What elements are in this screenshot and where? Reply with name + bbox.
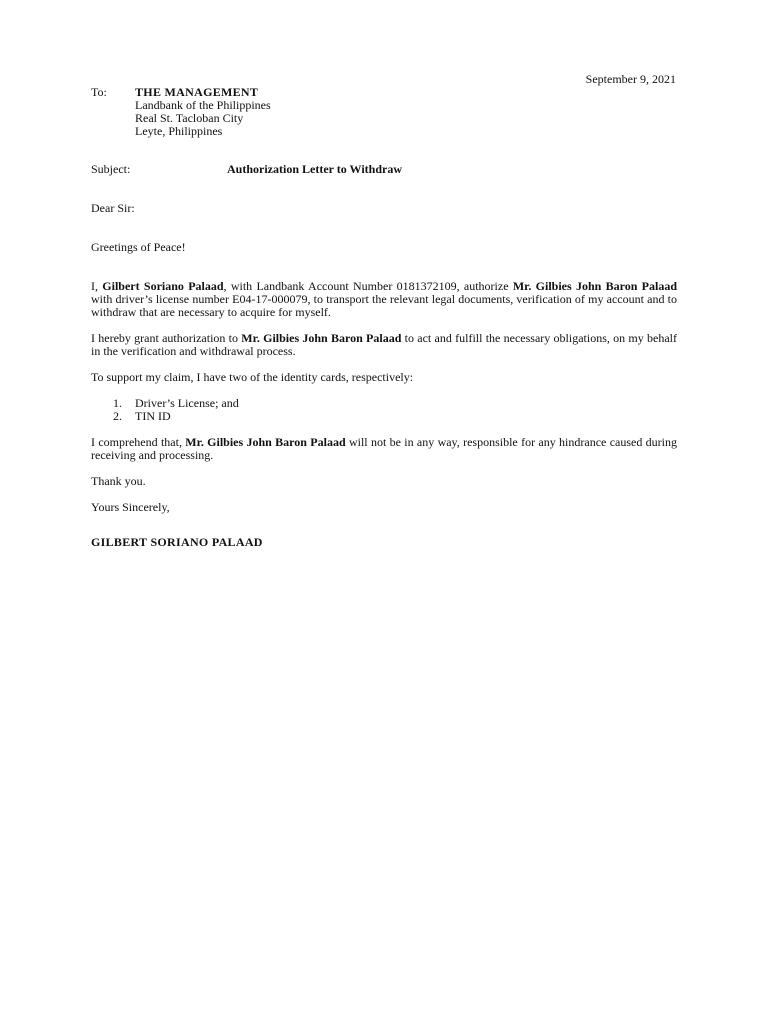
- authorized-name: Mr. Gilbies John Baron Palaad: [512, 279, 678, 293]
- recipient-title: THE MANAGEMENT: [135, 85, 259, 99]
- paragraph-authorization: [91, 280, 677, 319]
- paragraph-support: To support my claim, I have two of the identity cards, respectively:: [91, 370, 414, 384]
- paragraph-comprehend: [91, 436, 677, 462]
- paragraph-grant: [91, 332, 677, 358]
- letter-date: September 9, 2021: [585, 72, 676, 86]
- para1-text-2: , with Landbank Account Number 0181372109, authorize: [223, 279, 513, 293]
- letter-body: [91, 202, 677, 527]
- recipient-address: [135, 86, 271, 138]
- recipient-line-3: Leyte, Philippines: [135, 124, 223, 138]
- closing: Yours Sincerely,: [91, 500, 170, 514]
- thank-you: Thank you.: [91, 474, 146, 488]
- para2-text-1: I hereby grant authorization to: [91, 331, 242, 345]
- subject-text: Authorization Letter to Withdraw: [227, 162, 402, 176]
- para4-text-2: will not be in any way, responsible for any hindrance caused during receiving and processing.: [91, 435, 677, 462]
- to-label: To:: [91, 85, 107, 99]
- list-item: [91, 410, 677, 423]
- list-text: Driver’s License; and: [135, 396, 239, 410]
- para1-text-3: with driver’s license number E04-17-000079, to transport the relevant legal documents, verification of my account and to withdraw that are necessary to acquire for myself.: [91, 292, 677, 319]
- para2-text-2: to act and fulfill the necessary obligations, on my behalf in the verification and withdrawal process.: [91, 331, 678, 358]
- para4-authorized-name: Mr. Gilbies John Baron Palaad: [185, 435, 346, 449]
- list-item: [91, 397, 677, 410]
- subject-label: Subject:: [91, 162, 131, 176]
- list-text: TIN ID: [135, 409, 171, 423]
- list-number: 2.: [113, 409, 122, 423]
- salutation: Dear Sir:: [91, 201, 135, 215]
- recipient-line-1: Landbank of the Philippines: [135, 98, 271, 112]
- signature-name: GILBERT SORIANO PALAAD: [91, 535, 263, 549]
- grantor-name: Gilbert Soriano Palaad: [102, 279, 224, 293]
- recipient-line-2: Real St. Tacloban City: [135, 111, 244, 125]
- greeting: Greetings of Peace!: [91, 240, 186, 254]
- identity-card-list: [91, 397, 677, 423]
- list-number: 1.: [113, 396, 122, 410]
- para4-text-1: I comprehend that,: [91, 435, 186, 449]
- para2-authorized-name: Mr. Gilbies John Baron Palaad: [241, 331, 402, 345]
- para1-text-1: I,: [91, 279, 103, 293]
